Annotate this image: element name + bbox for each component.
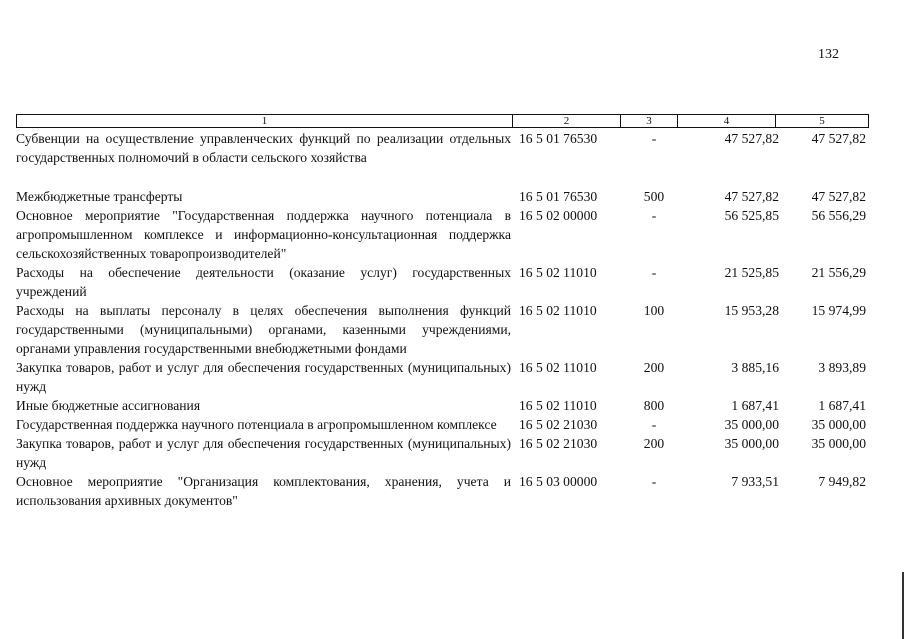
item-value-2: 35 000,00 xyxy=(811,417,866,432)
item-code: 16 5 03 00000 xyxy=(519,474,598,489)
item-code: 16 5 01 76530 xyxy=(519,189,598,204)
item-value-1: 1 687,41 xyxy=(731,398,779,413)
table-row xyxy=(16,396,869,415)
item-value-2: 7 949,82 xyxy=(818,474,866,489)
item-value-2: 15 974,99 xyxy=(811,303,866,318)
item-type: - xyxy=(651,265,657,280)
header-col-2: 2 xyxy=(513,115,621,128)
item-value-1: 7 933,51 xyxy=(731,474,779,489)
item-code: 16 5 02 11010 xyxy=(519,265,597,280)
item-value-1: 47 527,82 xyxy=(724,131,779,146)
item-value-2: 56 556,29 xyxy=(811,208,866,223)
item-type: - xyxy=(651,474,657,489)
item-value-1: 3 885,16 xyxy=(731,360,779,375)
header-col-1: 1 xyxy=(17,115,513,128)
item-value-1: 35 000,00 xyxy=(724,417,779,432)
header-col-4: 4 xyxy=(678,115,776,128)
item-value-2: 1 687,41 xyxy=(818,398,866,413)
item-name: Субвенции на осуществление управленческих функций по реализации отдельных государственных полномочий в области сельского хозяйства xyxy=(16,131,511,165)
table-row xyxy=(16,263,869,301)
item-type: - xyxy=(651,131,657,146)
table-row xyxy=(16,434,869,472)
page-number: 132 xyxy=(818,47,839,62)
item-value-2: 47 527,82 xyxy=(811,189,866,204)
table-row xyxy=(16,415,869,434)
item-type: 100 xyxy=(643,303,665,318)
table-row xyxy=(16,358,869,396)
item-name: Закупка товаров, работ и услуг для обеспечения государственных (муниципальных) нужд xyxy=(16,436,511,470)
item-type: 200 xyxy=(643,360,665,375)
item-type: - xyxy=(651,417,657,432)
item-code: 16 5 02 21030 xyxy=(519,417,598,432)
column-header-table xyxy=(16,114,869,128)
item-value-1: 15 953,28 xyxy=(724,303,779,318)
header-col-5: 5 xyxy=(776,115,869,128)
item-value-1: 47 527,82 xyxy=(724,189,779,204)
table-row xyxy=(16,187,869,206)
item-name: Основное мероприятие "Государственная поддержка научного потенциала в агропромышленном комплексе и информационно-консультационная поддержка сельскохозяйственных товаропроизводителей" xyxy=(16,208,511,261)
item-name: Основное мероприятие "Организация комплектования, хранения, учета и использования архивных документов" xyxy=(16,474,511,508)
item-type: 500 xyxy=(643,189,665,204)
budget-table xyxy=(16,129,869,510)
item-code: 16 5 02 11010 xyxy=(519,303,597,318)
row-gap xyxy=(16,167,869,187)
item-type: 800 xyxy=(643,398,665,413)
item-code: 16 5 01 76530 xyxy=(519,131,598,146)
header-col-3: 3 xyxy=(621,115,678,128)
item-name: Закупка товаров, работ и услуг для обеспечения государственных (муниципальных) нужд xyxy=(16,360,511,394)
item-value-1: 56 525,85 xyxy=(724,208,779,223)
item-value-2: 3 893,89 xyxy=(818,360,866,375)
table-row xyxy=(16,129,869,167)
item-code: 16 5 02 00000 xyxy=(519,208,598,223)
item-value-2: 47 527,82 xyxy=(811,131,866,146)
item-value-2: 35 000,00 xyxy=(811,436,866,451)
item-type: - xyxy=(651,208,657,223)
table-row xyxy=(16,472,869,510)
item-code: 16 5 02 21030 xyxy=(519,436,598,451)
item-name: Иные бюджетные ассигнования xyxy=(16,398,201,413)
column-header-row xyxy=(17,115,869,128)
item-value-1: 35 000,00 xyxy=(724,436,779,451)
item-name: Государственная поддержка научного потенциала в агропромышленном комплексе xyxy=(16,417,497,432)
table-row xyxy=(16,301,869,358)
item-type: 200 xyxy=(643,436,665,451)
item-name: Межбюджетные трансферты xyxy=(16,189,183,204)
item-name: Расходы на выплаты персоналу в целях обеспечения выполнения функций государственными (муниципальными) органами, казенными учреждениями, органами управления государственными внебюджетными фондами xyxy=(16,303,511,356)
item-value-1: 21 525,85 xyxy=(724,265,779,280)
item-value-2: 21 556,29 xyxy=(811,265,866,280)
table-row xyxy=(16,206,869,263)
scan-edge-mark xyxy=(902,572,904,639)
item-code: 16 5 02 11010 xyxy=(519,398,597,413)
item-code: 16 5 02 11010 xyxy=(519,360,597,375)
item-name: Расходы на обеспечение деятельности (оказание услуг) государственных учреждений xyxy=(16,265,511,299)
